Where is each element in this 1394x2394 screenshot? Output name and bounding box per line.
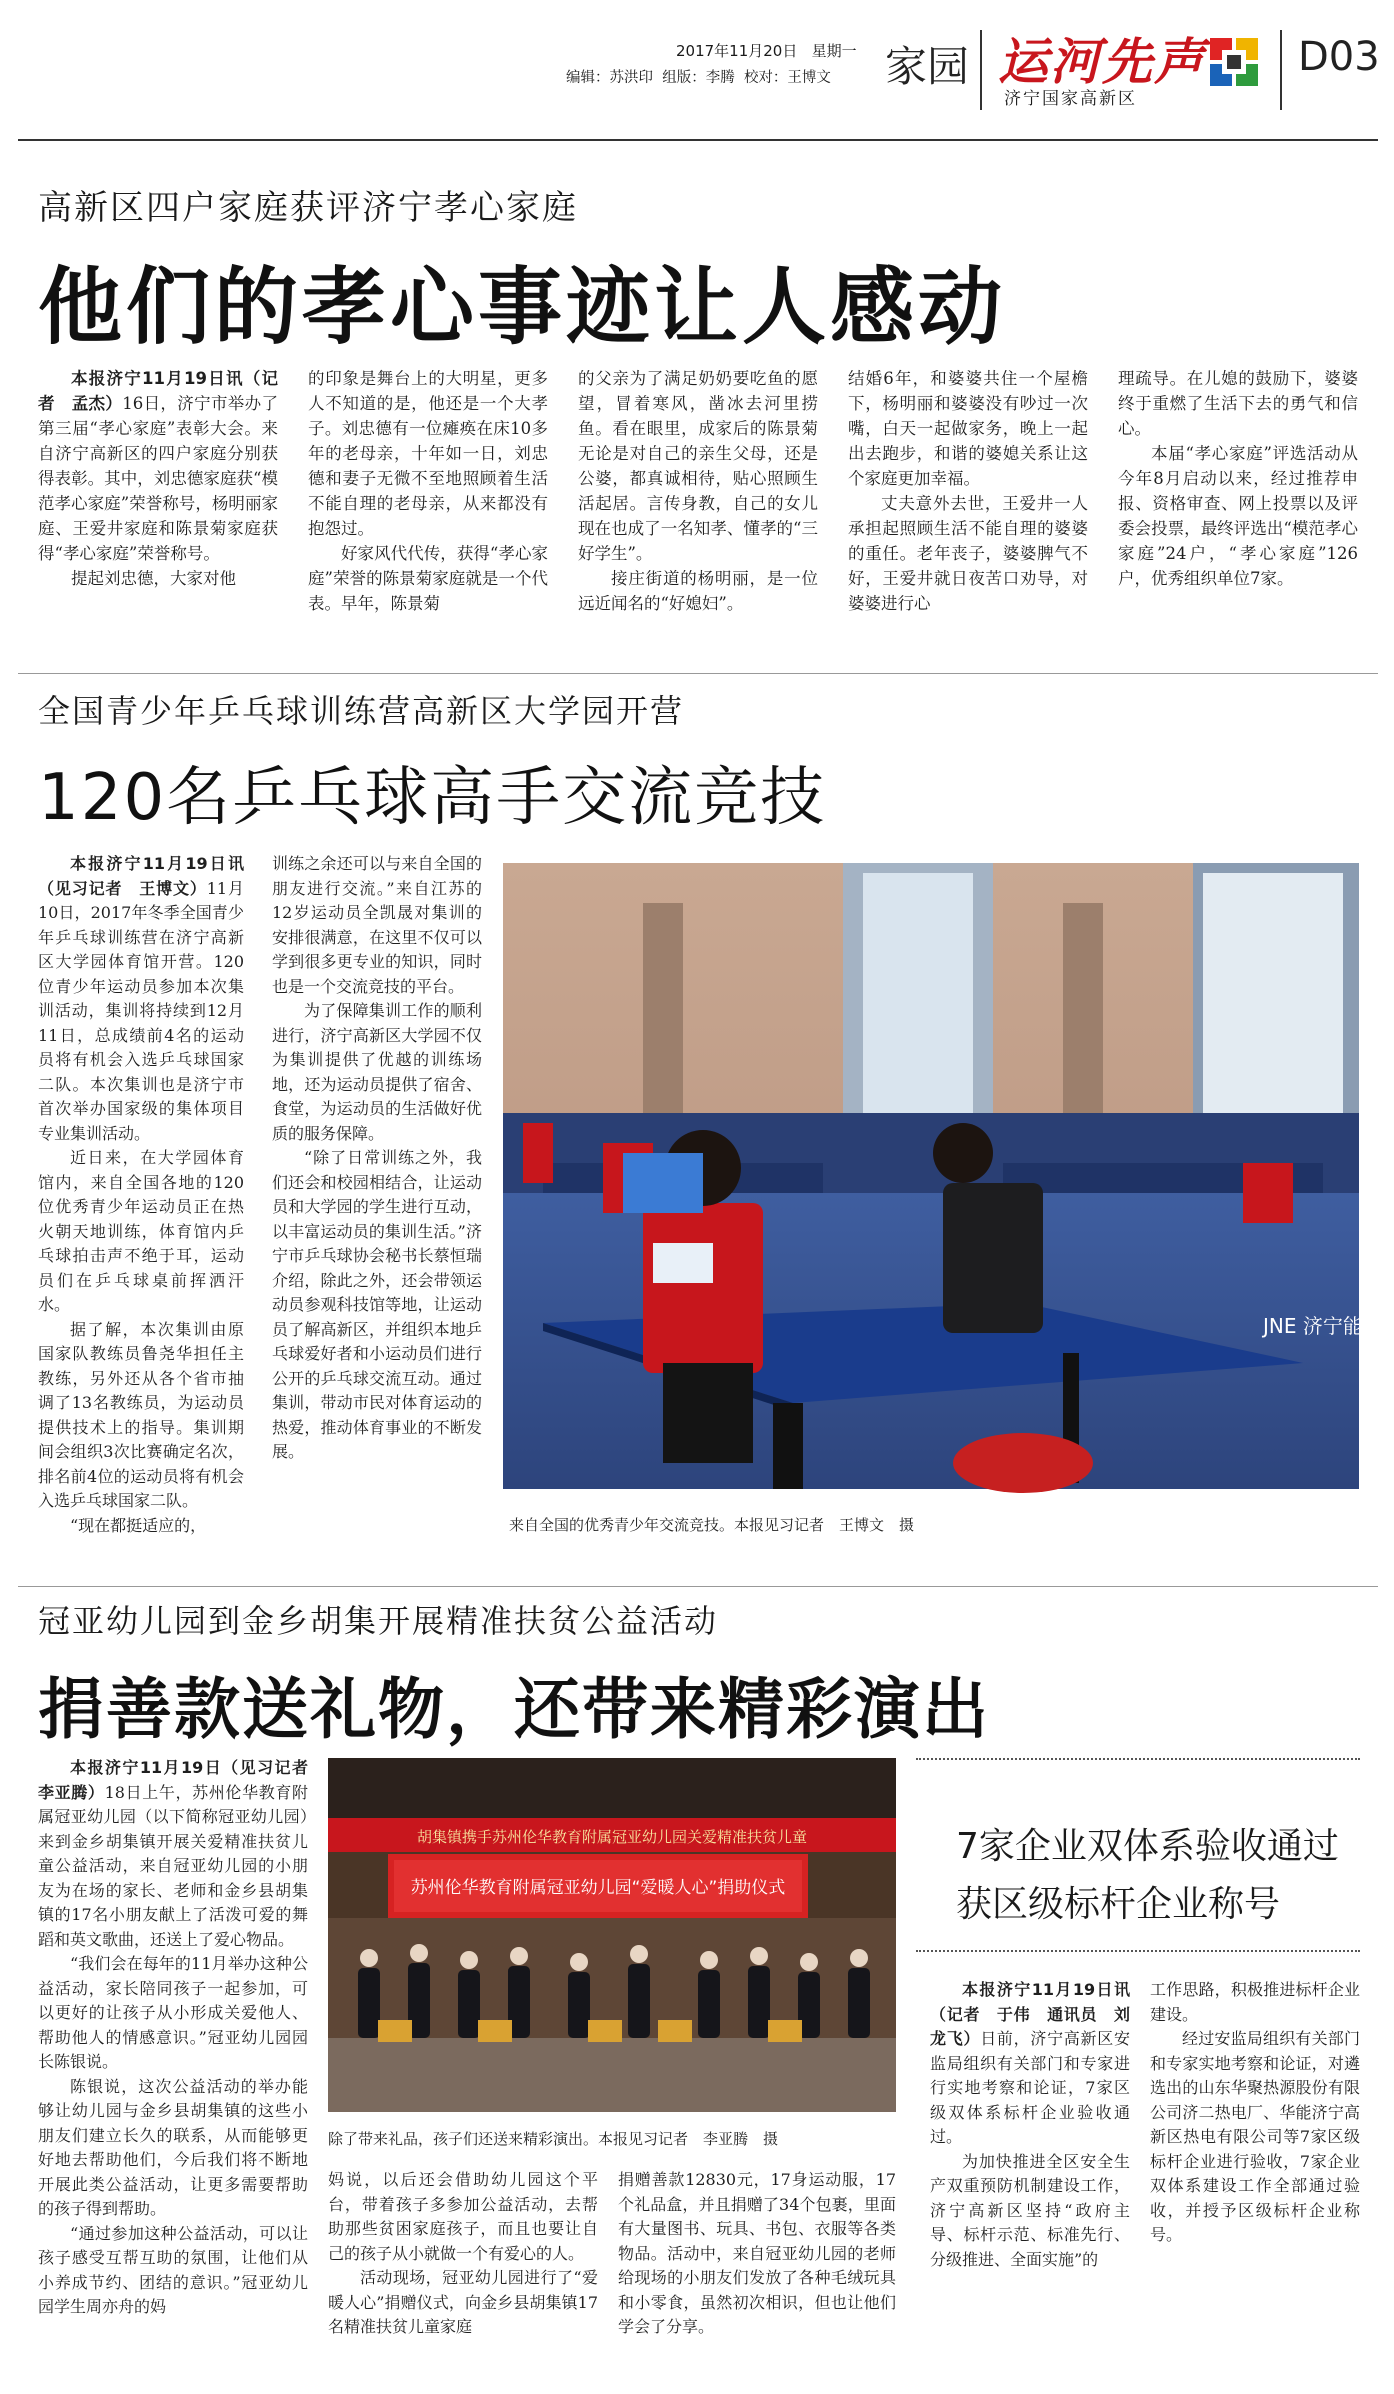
paragraph-text: 理疏导。在儿媳的鼓励下，婆婆终于重燃了生活下去的勇气和信心。	[1118, 369, 1358, 438]
article1-headline: 他们的孝心事迹让人感动	[38, 258, 1007, 356]
paragraph-text: 提起刘忠德，大家对他	[71, 569, 236, 588]
paragraph	[328, 2266, 598, 2340]
brand-logo: 运河先声	[998, 32, 1206, 91]
paragraph	[930, 2150, 1130, 2273]
text-column	[578, 366, 818, 656]
article2-headline: 120名乒乓球高手交流竞技	[38, 761, 827, 835]
paragraph	[1150, 2027, 1360, 2248]
article3-headline: 捐善款送礼物，还带来精彩演出	[38, 1671, 990, 1748]
paragraph-text: 好家风代代传，获得“孝心家庭”荣誉的陈景菊家庭就是一个代表。早年，陈景菊	[308, 544, 548, 613]
paragraph	[38, 1952, 308, 2075]
paragraph-text: 经过安监局组织有关部门和专家实地考察和论证，对遴选出的山东华聚热源股份有限公司济二热电厂、华能济宁高新区热电有限公司等7家区级标杆企业进行验收，7家企业双体系建设工作全部通过验收，并授予区级标杆企业称号。	[1150, 2029, 1360, 2244]
paragraph	[308, 541, 548, 616]
brand-emblem-icon	[1208, 36, 1260, 88]
paragraph	[328, 2168, 598, 2266]
article4-divider	[916, 1758, 1360, 1760]
paragraph	[618, 2168, 896, 2340]
text-column	[618, 2168, 896, 2386]
paragraph	[38, 1318, 244, 1514]
banner-top-text: 胡集镇携手苏州伦华教育附属冠亚幼儿园关爱精准扶贫儿童	[416, 1828, 808, 1846]
paragraph	[1118, 441, 1358, 591]
dateline: 本报济宁11月19日讯（记者 孟杰）	[38, 369, 278, 413]
article2-photo-caption: 来自全国的优秀青少年交流竞技。本报见习记者 王博文 摄	[509, 1516, 915, 1534]
article2-kicker: 全国青少年乒乓球训练营高新区大学园开营	[38, 692, 685, 730]
paragraph	[38, 1146, 244, 1318]
article3-kicker: 冠亚幼儿园到金乡胡集开展精准扶贫公益活动	[38, 1602, 719, 1640]
paragraph	[38, 1514, 244, 1539]
paragraph	[38, 366, 278, 566]
kindergarten-photo	[328, 1758, 896, 2112]
paragraph-text: 11月10日，2017年冬季全国青少年乒乓球训练营在济宁高新区大学园体育馆开营。120位青少年运动员参加本次集训活动，集训将持续到12月11日，总成绩前4名的运动员将有机会入选乒乓球国家二队。本次集训也是济宁市首次举办国家级的集体项目专业集训活动。	[38, 878, 244, 1143]
paragraph-text: 本届“孝心家庭”评选活动从今年8月启动以来，经过推荐申报、资格审查、网上投票以及评委会投票，最终评选出“模范孝心家庭”24户，“孝心家庭”126户，优秀组织单位7家。	[1118, 444, 1358, 588]
paragraph-text: “除了日常训练之外，我们还会和校园相结合，让运动员和大学园的学生进行互动，以丰富运动员的集训生活。”济宁市乒乓球协会秘书长蔡恒瑞介绍，除此之外，还会带领运动员参观科技馆等地，让运动员了解高新区，并组织本地乒乓球爱好者和小运动员们进行公开的乒乓球交流互动。通过集训，带动市民对体育运动的热爱，推动体育事业的不断发展。	[272, 1148, 482, 1461]
paragraph-text: 接庄街道的杨明丽，是一位远近闻名的“好媳妇”。	[578, 569, 818, 613]
text-column	[38, 366, 278, 656]
text-column	[328, 2168, 598, 2386]
dateline: 本报济宁11月19日讯（记者 于伟 通讯员 刘龙飞）	[930, 1980, 1130, 2048]
paragraph-text: 16日，济宁市举办了第三届“孝心家庭”表彰大会。来自济宁高新区的四户家庭分别获得表彰。其中，刘忠德家庭获“模范孝心家庭”荣誉称号，杨明丽家庭、王爱井家庭和陈景菊家庭获得“孝心家庭”荣誉称号。	[38, 394, 278, 563]
paragraph	[38, 566, 278, 591]
banner-main-text: 苏州伦华教育附属冠亚幼儿园“爱暖人心”捐助仪式	[410, 1878, 786, 1898]
text-column	[38, 852, 244, 1558]
paragraph	[308, 366, 548, 541]
paragraph-text: 陈银说，这次公益活动的举办能够让幼儿园与金乡县胡集镇的这些小朋友们建立长久的联系，从而能够更好地去帮助他们，今后我们将不断地开展此类公益活动，让更多需要帮助的孩子得到帮助。	[38, 2076, 308, 2218]
paragraph-text: 近日来，在大学园体育馆内，来自全国各地的120位优秀青少年运动员正在热火朝天地训练，体育馆内乒乓球拍击声不绝于耳，运动员们在乒乓球桌前挥洒汗水。	[38, 1148, 244, 1314]
paragraph-text: 结婚6年，和婆婆共住一个屋檐下，杨明丽和婆婆没有吵过一次嘴，白天一起做家务，晚上一起出去跑步，和谐的婆媳关系让这个家庭更加幸福。	[848, 369, 1088, 488]
paragraph	[38, 2222, 308, 2320]
text-column	[272, 852, 482, 1558]
paragraph-text: 妈说，以后还会借助幼儿园这个平台，带着孩子多参加公益活动，去帮助那些贫困家庭孩子，而且也要让自己的孩子从小就做一个有爱心的人。	[328, 2170, 598, 2263]
article3-photo-caption: 除了带来礼品，孩子们还送来精彩演出。本报见习记者 李亚腾 摄	[328, 2130, 779, 2148]
paragraph	[38, 1756, 325, 1952]
paragraph-text: 工作思路，积极推进标杆企业建设。	[1150, 1980, 1360, 2024]
header-rule	[18, 139, 1378, 141]
paragraph	[848, 491, 1088, 616]
dateline: 本报济宁11月19日（见习记者 李亚腾）	[38, 1758, 325, 1802]
issue-date: 2017年11月20日 星期一	[676, 42, 857, 60]
paragraph	[38, 2075, 308, 2222]
paragraph-text: “通过参加这种公益活动，可以让孩子感受互帮互助的氛围，让他们从小养成节约、团结的意识。”冠亚幼儿园学生周亦舟的妈	[38, 2223, 308, 2316]
paragraph	[38, 852, 244, 1146]
paragraph-text: 活动现场，冠亚幼儿园进行了“爱暖人心”捐赠仪式，向金乡县胡集镇17名精准扶贫儿童家庭	[328, 2268, 598, 2336]
masthead	[0, 0, 1394, 140]
paragraph-text: 18日上午，苏州伦华教育附属冠亚幼儿园（以下简称冠亚幼儿园）来到金乡胡集镇开展关爱精准扶贫儿童公益活动，来自冠亚幼儿园的小朋友为在场的家长、老师和金乡县胡集镇的17名小朋友献上了活泼可爱的舞蹈和英文歌曲，还送上了爱心物品。	[38, 1782, 308, 1949]
paragraph-text: 的印象是舞台上的大明星，更多人不知道的是，他还是一个大孝子。刘忠德有一位瘫痪在床10多年的老母亲，十年如一日，刘忠德和妻子无微不至地照顾着生活不能自理的老母亲，从来都没有抱怨过。	[308, 369, 548, 538]
brand-subtitle: 济宁国家高新区	[1004, 89, 1137, 109]
paragraph-text: 训练之余还可以与来自全国的朋友进行交流。”来自江苏的12岁运动员全凯晟对集训的安排很满意，在这里不仅可以学到很多更专业的知识，同时也是一个交流竞技的平台。	[272, 854, 482, 996]
paragraph	[1150, 1978, 1360, 2027]
paragraph	[1118, 366, 1358, 441]
text-column	[930, 1978, 1130, 2386]
paragraph	[930, 1978, 1130, 2150]
page-number: D03	[1298, 34, 1380, 80]
paragraph-text: 日前，济宁高新区安监局组织有关部门和专家进行实地考察和论证，7家区级双体系标杆企业验收通过。	[930, 2029, 1130, 2146]
paragraph	[578, 566, 818, 616]
dateline: 本报济宁11月19日讯（见习记者 王博文）	[38, 854, 244, 898]
text-column	[848, 366, 1088, 656]
paragraph-text: “我们会在每年的11月举办这种公益活动，家长陪同孩子一起参加，可以更好的让孩子从小形成关爱他人、帮助他人的情感意识。”冠亚幼儿园园长陈银说。	[38, 1954, 308, 2071]
paragraph	[848, 366, 1088, 491]
staff-credits: 编辑：苏洪印 组版：李腾 校对：王博文	[566, 70, 831, 86]
text-column	[1118, 366, 1358, 656]
article1-kicker: 高新区四户家庭获评济宁孝心家庭	[38, 188, 578, 228]
paragraph-text: “现在都挺适应的，	[70, 1515, 207, 1535]
pingpong-photo	[503, 863, 1383, 1489]
paragraph-text: 的父亲为了满足奶奶要吃鱼的愿望，冒着寒风，凿冰去河里捞鱼。看在眼里，成家后的陈景菊无论是对自己的亲生父母，还是公婆，都真诚相待，贴心照顾生活起居。言传身教，自己的女儿现在也成了一名知孝、懂孝的“三好学生”。	[578, 369, 818, 563]
paragraph	[272, 852, 482, 999]
text-column	[38, 1756, 325, 2386]
paragraph-text: 丈夫意外去世，王爱井一人承担起照顾生活不能自理的婆婆的重任。老年丧子，婆婆脾气不好，王爱井就日夜苦口劝导，对婆婆进行心	[848, 494, 1088, 613]
arena-banner-text: JNE 济宁能源	[1263, 1314, 1383, 1338]
paragraph	[272, 999, 482, 1146]
paragraph-text: 据了解，本次集训由原国家队教练员鲁尧华担任主教练，另外还从各个省市抽调了13名教练员，为运动员提供技术上的指导。集训期间会组织3次比赛确定名次，排名前4位的运动员将有机会入选乒乓球国家二队。	[38, 1319, 244, 1510]
paragraph-text: 为了保障集训工作的顺利进行，济宁高新区大学园不仅为集训提供了优越的训练场地，还为运动员提供了宿舍、食堂，为运动员的生活做好优质的服务保障。	[272, 1001, 482, 1143]
paragraph	[272, 1146, 482, 1465]
text-column	[1150, 1978, 1360, 2386]
article4-headline-2: 获区级标杆企业称号	[956, 1884, 1281, 1925]
section-name: 家园	[885, 42, 970, 91]
article4-headline-1: 7家企业双体系验收通过	[956, 1826, 1339, 1867]
paragraph	[578, 366, 818, 566]
paragraph-text: 捐赠善款12830元，17身运动服，17个礼品盒，并且捐赠了34个包裹，里面有大量图书、玩具、书包、衣服等各类物品。活动中，来自冠亚幼儿园的老师给现场的小朋友们发放了各种毛绒玩具和小零食，虽然初次相识，但也让他们学会了分享。	[618, 2170, 896, 2336]
text-column	[308, 366, 548, 656]
paragraph-text: 为加快推进全区安全生产双重预防机制建设工作，济宁高新区坚持“政府主导、标杆示范、标准先行、分级推进、全面实施”的	[930, 2151, 1130, 2269]
